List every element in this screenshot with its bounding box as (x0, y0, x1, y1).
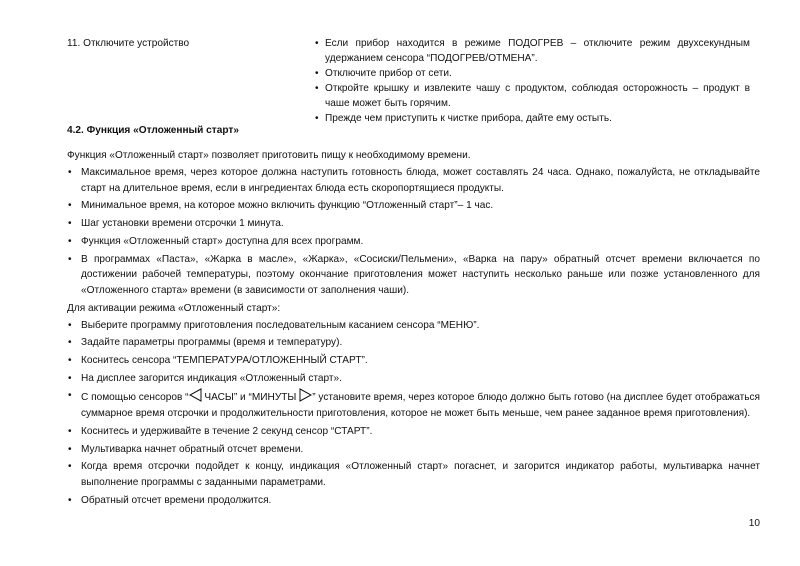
step-label: 11. Отключите устройство (67, 38, 190, 49)
feature-item: • Минимальное время, на которое можно включить функцию “Отложенный старт”– 1 час. (67, 198, 760, 214)
feature-item: • В программах «Паста», «Жарка в масле», «Жарка», «Сосиски/Пельмени», «Варка на пару» обратный отсчет времени включается по достижении рабочей температуры, поэтому окончание приготовления может наступить несколько раньше или позже установленного для «Отложенного старта» времени (в зависимости от заполнения чаши). (67, 252, 760, 299)
activation-steps-list (67, 318, 760, 509)
activation-step: • На дисплее загорится индикация «Отложенный старт». (67, 371, 760, 387)
feature-item: • Максимальное время, через которое должна наступить готовность блюда, может составлять 24 часа. Однако, пожалуйста, не откладывайте старт на длительное время, если в ингредиентах блюда есть скоропортящиеся продукты. (67, 165, 760, 196)
activation-intro: Для активации режима «Отложенный старт»: (67, 302, 281, 314)
sensor-step-text-1: С помощью сенсоров “ (81, 392, 189, 404)
step-action-item: • Прежде чем приступить к чистке прибора, дайте ему остыть. (315, 111, 750, 126)
sensor-step-text-3: ” установите время, через которое блюдо должно быть готово (на дисплее будет отображаться суммарное время отсрочки и продолжительности приготовления, которое не может быть меньше, чем ранее заданное время приготовления). (81, 392, 761, 420)
feature-item: • Функция «Отложенный старт» доступна для всех программ. (67, 234, 760, 250)
step-action-item: • Отключите прибор от сети. (315, 66, 750, 81)
activation-step: • Задайте параметры программы (время и температуру). (67, 335, 760, 351)
activation-step-sensor (67, 388, 760, 421)
section-title: 4.2. Функция «Отложенный старт» (67, 125, 239, 136)
page-number: 10 (748, 518, 760, 529)
triangle-left-icon (189, 388, 202, 402)
activation-step: • Коснитесь сенсора “ТЕМПЕРАТУРА/ОТЛОЖЕННЫЙ СТАРТ”. (67, 353, 760, 369)
section-intro: Функция «Отложенный старт» позволяет приготовить пищу к необходимому времени. (67, 150, 471, 161)
activation-step: • Мультиварка начнет обратный отсчет времени. (67, 442, 760, 458)
step-actions-list (315, 36, 750, 126)
step-action-item: • Если прибор находится в режиме ПОДОГРЕВ – отключите режим двухсекундным удержанием сенсора “ПОДОГРЕВ/ОТМЕНА”. (315, 36, 750, 66)
activation-step: • Обратный отсчет времени продолжится. (67, 493, 760, 509)
features-list (67, 165, 760, 299)
feature-item: • Шаг установки времени отсрочки 1 минута. (67, 216, 760, 232)
activation-step: • Выберите программу приготовления последовательным касанием сенсора “МЕНЮ”. (67, 318, 760, 334)
triangle-right-icon (299, 388, 312, 402)
sensor-step-text-2: ЧАСЫ” и “МИНУТЫ (201, 392, 300, 404)
step-action-item: • Откройте крышку и извлеките чашу с продуктом, соблюдая осторожность – продукт в чаше может быть горячим. (315, 81, 750, 111)
activation-step: • Когда время отсрочки подойдет к концу, индикация «Отложенный старт» погаснет, и загорится индикатор работы, мультиварка начнет выполнение программы с заданными параметрами. (67, 459, 760, 490)
activation-step: • Коснитесь и удерживайте в течение 2 секунд сенсор “СТАРТ”. (67, 424, 760, 440)
section-body (67, 148, 760, 510)
